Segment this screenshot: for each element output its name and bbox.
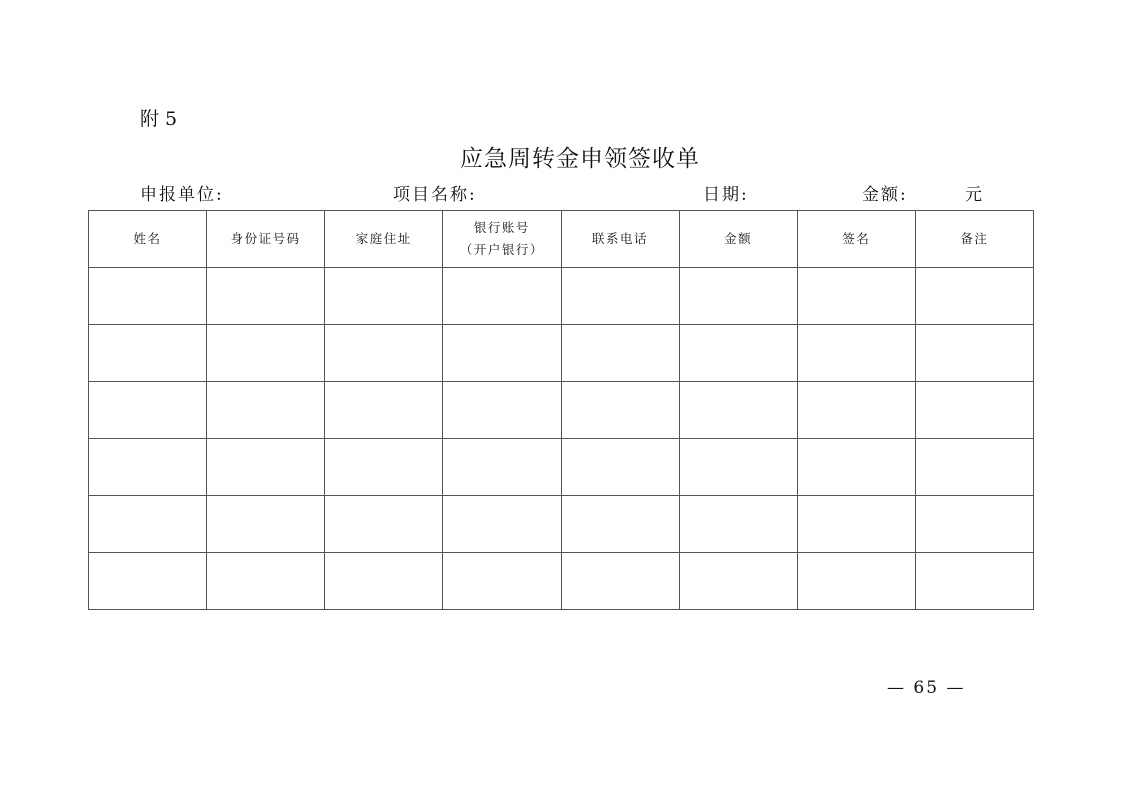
- signoff-table: [88, 210, 1034, 610]
- table-cell[interactable]: [679, 325, 797, 382]
- table-cell[interactable]: [443, 496, 561, 553]
- table-cell[interactable]: [679, 439, 797, 496]
- table-cell[interactable]: [797, 439, 915, 496]
- table-cell[interactable]: [443, 553, 561, 610]
- table-cell[interactable]: [561, 553, 679, 610]
- table-cell[interactable]: [207, 325, 325, 382]
- header-label: 家庭住址: [355, 231, 412, 246]
- header-label: 签名: [842, 231, 871, 246]
- date-label: 日期:: [703, 185, 749, 205]
- header-bank-account: [443, 211, 561, 268]
- table-row: [89, 553, 1034, 610]
- table-header-row: [89, 211, 1034, 268]
- table-cell[interactable]: [561, 382, 679, 439]
- header-signature: [797, 211, 915, 268]
- table-cell[interactable]: [207, 496, 325, 553]
- header-label: 银行账号: [473, 220, 530, 235]
- table-cell[interactable]: [679, 268, 797, 325]
- table-cell[interactable]: [207, 439, 325, 496]
- table-cell[interactable]: [915, 553, 1033, 610]
- table-row: [89, 382, 1034, 439]
- table-row: [89, 268, 1034, 325]
- table-cell[interactable]: [797, 382, 915, 439]
- unit-label: 申报单位:: [140, 185, 224, 205]
- table-cell[interactable]: [915, 325, 1033, 382]
- table-cell[interactable]: [89, 382, 207, 439]
- table-row: [89, 496, 1034, 553]
- table-cell[interactable]: [915, 268, 1033, 325]
- table-cell[interactable]: [561, 325, 679, 382]
- table-cell[interactable]: [325, 382, 443, 439]
- header-label: 联系电话: [592, 231, 649, 246]
- table-row: [89, 325, 1034, 382]
- header-name: [89, 211, 207, 268]
- table-cell[interactable]: [443, 268, 561, 325]
- header-amount: [679, 211, 797, 268]
- currency-unit: 元: [965, 185, 984, 205]
- table-cell[interactable]: [561, 496, 679, 553]
- table-cell[interactable]: [325, 496, 443, 553]
- table-cell[interactable]: [915, 382, 1033, 439]
- table-cell[interactable]: [797, 268, 915, 325]
- header-sublabel: （开户银行）: [459, 242, 544, 257]
- table-cell[interactable]: [561, 439, 679, 496]
- table-cell[interactable]: [561, 268, 679, 325]
- table-cell[interactable]: [797, 325, 915, 382]
- project-name-label: 项目名称:: [393, 185, 477, 205]
- form-title: 应急周转金申领签收单: [460, 146, 700, 172]
- header-remarks: [915, 211, 1033, 268]
- table-cell[interactable]: [89, 268, 207, 325]
- table-cell[interactable]: [325, 325, 443, 382]
- table-cell[interactable]: [207, 382, 325, 439]
- table-cell[interactable]: [207, 268, 325, 325]
- table-cell[interactable]: [443, 325, 561, 382]
- table-cell[interactable]: [443, 439, 561, 496]
- table-cell[interactable]: [325, 439, 443, 496]
- table-cell[interactable]: [797, 496, 915, 553]
- table-row: [89, 439, 1034, 496]
- table-cell[interactable]: [89, 496, 207, 553]
- table-cell[interactable]: [89, 325, 207, 382]
- header-label: 备注: [960, 231, 989, 246]
- table-cell[interactable]: [679, 496, 797, 553]
- table-cell[interactable]: [443, 382, 561, 439]
- header-label: 金额: [724, 231, 753, 246]
- attachment-label: 附 5: [140, 108, 178, 130]
- table-body: [89, 268, 1034, 610]
- header-id-number: [207, 211, 325, 268]
- page-number: — 65 —: [887, 678, 966, 698]
- table-cell[interactable]: [207, 553, 325, 610]
- table-cell[interactable]: [797, 553, 915, 610]
- table-cell[interactable]: [325, 553, 443, 610]
- amount-label: 金额:: [862, 185, 908, 205]
- header-home-address: [325, 211, 443, 268]
- table-cell[interactable]: [679, 553, 797, 610]
- table-cell[interactable]: [89, 439, 207, 496]
- table-cell[interactable]: [679, 382, 797, 439]
- table-cell[interactable]: [915, 439, 1033, 496]
- header-label: 身份证号码: [230, 231, 301, 246]
- header-phone: [561, 211, 679, 268]
- table-cell[interactable]: [915, 496, 1033, 553]
- table-cell[interactable]: [325, 268, 443, 325]
- table-cell[interactable]: [89, 553, 207, 610]
- header-label: 姓名: [133, 231, 162, 246]
